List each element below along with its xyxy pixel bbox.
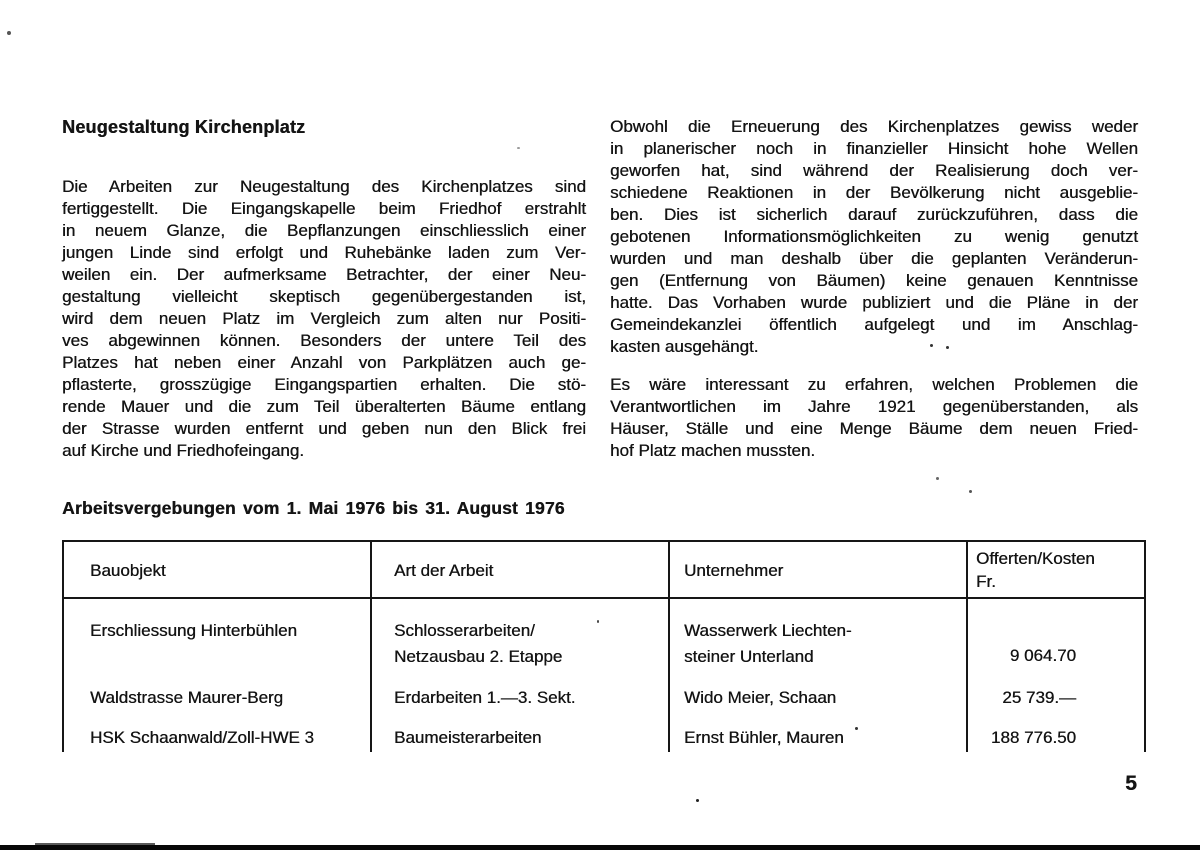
table-top-border [62,540,1146,542]
text-line: pflasterte, grosszügige Eingangspartien erhalten. Die stö- [62,375,586,394]
table-cell [394,618,562,670]
work-awards-table [62,540,1146,754]
text-line: auf Kirche und Friedhofeingang. [62,441,304,460]
table-cell [684,618,852,670]
table-cell-line: Schlosserarbeiten/ [394,621,535,640]
text-line: der Strasse wurden entfernt und geben nun den Blick frei [62,419,586,438]
scan-speck [696,799,699,802]
paragraph [610,374,1138,462]
table-cell: Erschliessung Hinterbühlen [90,621,297,640]
table-cell-line: steiner Unterland [684,647,814,666]
scan-speck [855,727,858,730]
text-line: rende Mauer und die zum Teil überalterten Bäume entlang [62,397,586,416]
text-line: geworfen hat, sind während der Realisierung doch ver- [610,161,1138,180]
table-cell-line: Wasserwerk Liechten- [684,621,852,640]
scan-speck [930,344,933,347]
paragraph [610,116,1138,358]
text-line: Obwohl die Erneuerung des Kirchenplatzes gewiss weder [610,117,1138,136]
table-left-border [62,540,64,752]
article-left-column [62,176,586,462]
article-right-column [610,116,1138,462]
text-line: in planerischer noch in finanzieller Hinsicht hohe Wellen [610,139,1138,158]
text-line: gebotenen Informationsmöglichkeiten zu wenig genutzt [610,227,1138,246]
table-cell: Waldstrasse Maurer-Berg [90,688,284,707]
scan-speck [969,490,972,493]
table-header-separator [62,597,1146,599]
text-line: gen (Entfernung von Bäumen) keine genauen Kenntnisse [610,271,1138,290]
section-heading: Arbeitsvergebungen vom 1. Mai 1976 bis 31. August 1976 [62,498,565,518]
scan-edge-bar [0,845,1200,850]
text-line: Es wäre interessant zu erfahren, welchen Problemen die [610,375,1138,394]
table-header-cell: Art der Arbeit [394,561,494,580]
scan-speck [597,620,599,623]
scan-speck [936,477,939,480]
table-header-cell: Unternehmer [684,561,784,580]
text-line: jungen Linde sind erfolgt und Ruhebänke laden zum Ver- [62,243,586,262]
text-line: Gemeindekanzlei öffentlich aufgelegt und im Anschlag- [610,315,1138,334]
text-line: Platzes hat neben einer Anzahl von Parkplätzen auch ge- [62,353,586,372]
scan-speck [517,147,520,149]
table-header-line: Offerten/Kosten [976,549,1095,568]
text-line: fertiggestellt. Die Eingangskapelle beim Friedhof erstrahlt [62,199,586,218]
text-line: weilen ein. Der aufmerksame Betrachter, der einer Neu- [62,265,586,284]
table-column-divider [668,540,670,752]
table-amount-cell: 188 776.50 [990,728,1076,747]
scan-speck [7,31,11,35]
table-amount-cell: 9 064.70 [1009,646,1076,665]
table-column-divider [370,540,372,752]
text-line: ves abgewinnen können. Besonders der untere Teil des [62,331,586,350]
text-line: Häuser, Ställe und eine Menge Bäume dem neuen Fried- [610,419,1138,438]
table-header-cell [976,547,1095,593]
text-line: wurden und man deshalb über die geplanten Veränderun- [610,249,1138,268]
text-line: schiedene Reaktionen in der Bevölkerung nicht ausgeblie- [610,183,1138,202]
page-number: 5 [1125,772,1137,795]
text-line: gestaltung vielleicht skeptisch gegenübergestanden ist, [62,287,586,306]
text-line: Die Arbeiten zur Neugestaltung des Kirchenplatzes sind [62,177,586,196]
table-cell: HSK Schaanwald/Zoll-HWE 3 [90,728,314,747]
table-header-cell: Bauobjekt [90,561,166,580]
table-cell: Ernst Bühler, Mauren [684,728,844,747]
table-header-line: Fr. [976,572,996,591]
table-cell: Wido Meier, Schaan [684,688,837,707]
text-line: Verantwortlichen im Jahre 1921 gegenüberstanden, als [610,397,1138,416]
text-line: wird dem neuen Platz im Vergleich zum alten nur Positi- [62,309,586,328]
text-line: ben. Dies ist sicherlich darauf zurückzuführen, dass die [610,205,1138,224]
table-right-border [1144,540,1146,752]
text-line: hof Platz machen mussten. [610,441,816,460]
text-line: hatte. Das Vorhaben wurde publiziert und die Pläne in der [610,293,1138,312]
article-heading: Neugestaltung Kirchenplatz [62,117,306,137]
text-line: kasten ausgehängt. [610,337,759,356]
table-cell: Baumeisterarbeiten [394,728,542,747]
table-cell: Erdarbeiten 1.—3. Sekt. [394,688,576,707]
scan-speck [946,346,949,349]
table-amount-cell: 25 739.— [1002,688,1076,707]
table-cell-line: Netzausbau 2. Etappe [394,647,563,666]
text-line: in neuem Glanze, die Bepflanzungen einschliesslich einer [62,221,586,240]
